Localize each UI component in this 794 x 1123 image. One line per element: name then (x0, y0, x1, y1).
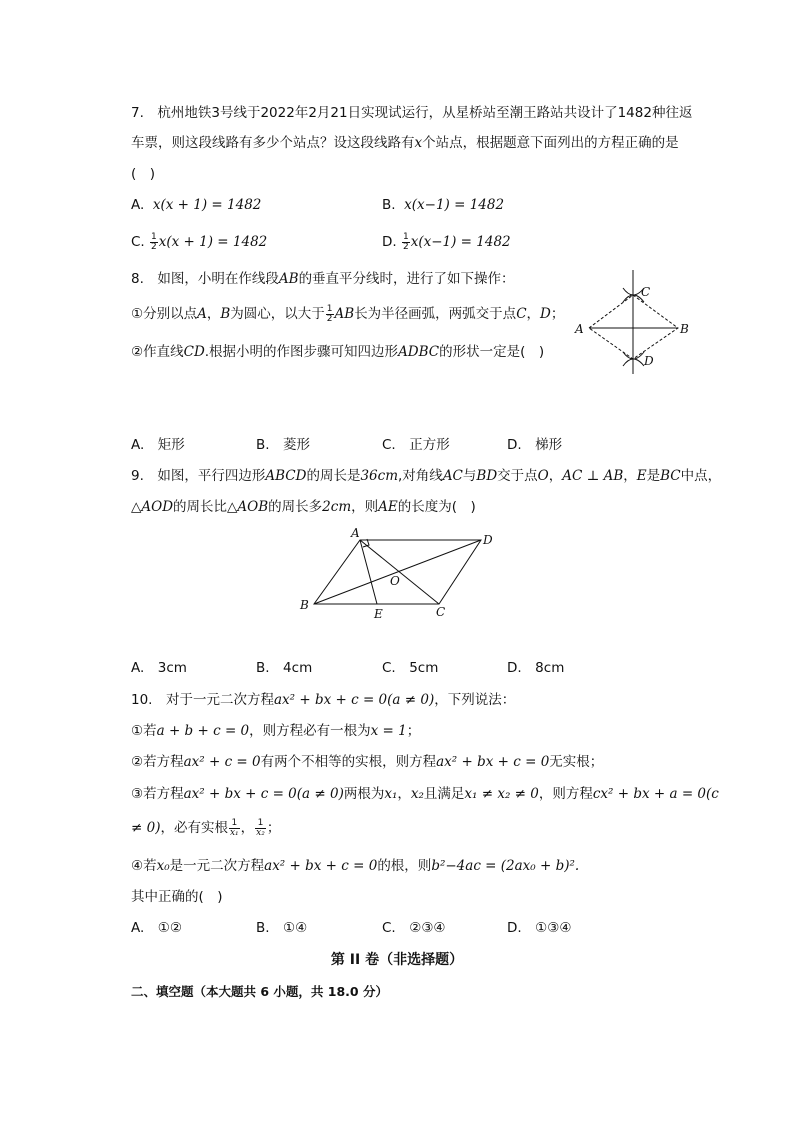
q7-option-a-eq: x(x + 1) = 1482 (152, 197, 262, 213)
q7-option-d-fraction: $\frac{1}{2}$ (402, 231, 409, 252)
q10-statement-4: ④若x₀是一元二次方程ax² + bx + c = 0的根，则b²−4ac = (2ax₀ + b)². (131, 858, 580, 874)
q9-option-b: B. 4cm (256, 660, 313, 676)
q7-var-x: x (414, 135, 423, 151)
q8-figure-rhombus (570, 266, 695, 376)
q10-line1: 10. 对于一元二次方程ax² + bx + c = 0(a ≠ 0)，下列说法： (131, 692, 516, 708)
q10-statement-1: ①若a + b + c = 0，则方程必有一根为x = 1； (131, 723, 421, 739)
q10-fraction-1-x1: $\frac{1}{\text{x₁}}$ (229, 817, 239, 838)
q7-option-a (131, 195, 261, 215)
q7-text-2b: 个站点，根据题意下面列出的方程正确的是 (422, 135, 679, 151)
q10-statement-3: ③若方程ax² + bx + c = 0(a ≠ 0)两根为x₁，x₂且满足x₁ ≠ x₂ ≠ 0，则方程cx² + bx + a = 0(c (131, 786, 719, 802)
q7-option-d (382, 232, 511, 252)
q7-line1: 7. 杭州地铁3号线于2022年2月21日实现试运行，从星桥站至潮王路站共设计了1482种往返 (131, 105, 693, 121)
q7-option-c-eq: x(x + 1) = 1482 (158, 234, 268, 250)
q9-figure-parallelogram (295, 522, 505, 622)
q8-label-b: B (680, 322, 689, 336)
q9-label-c: C (436, 605, 446, 619)
q7-option-b-label: B. (382, 197, 396, 213)
q7-text-2a: 车票，则这段线路有多少个站点？设这段线路有 (131, 135, 415, 151)
q9-segment-ae (360, 540, 377, 604)
q9-diagonal-ac (360, 540, 439, 604)
q10-option-b: B. ①④ (256, 920, 308, 936)
q8-option-d: D. 梯形 (507, 437, 563, 453)
q8-label-a: A (575, 322, 584, 336)
q9-line2: △AOD的周长比△AOB的周长多2cm，则AE的长度为( ) (131, 499, 476, 515)
q7-option-b (382, 195, 504, 215)
q9-line1: 9. 如图，平行四边形ABCD的周长是36cm,对角线AC与BD交于点O，AC ⊥ AB，E是BC中点， (131, 468, 722, 484)
section-title: 第 II 卷（非选择题） (330, 952, 464, 968)
q9-label-e: E (374, 607, 383, 621)
q8-option-b: B. 菱形 (256, 437, 311, 453)
q7-line3: ( ) (131, 166, 156, 182)
q8-half-fraction: $\frac{1}{2}$ (326, 303, 333, 324)
q10-option-a: A. ①② (131, 920, 182, 936)
q9-option-c: C. 5cm (382, 660, 439, 676)
q10-statement-2: ②若方程ax² + c = 0有两个不相等的实根，则方程ax² + bx + c = 0无实根； (131, 754, 604, 770)
q10-option-c: C. ②③④ (382, 920, 446, 936)
q8-line3: ②作直线CD.根据小明的作图步骤可知四边形ADBC的形状一定是( ) (131, 344, 545, 360)
q9-option-d: D. 8cm (507, 660, 565, 676)
q10-fraction-1-x2: $\frac{1}{\text{x₂}}$ (256, 817, 265, 838)
q7-line2 (131, 133, 679, 153)
q7-option-c-label: C. (131, 234, 145, 250)
q10-option-d: D. ①③④ (507, 920, 572, 936)
q9-label-a: A (351, 526, 360, 540)
q9-label-b: B (300, 598, 309, 612)
q8-option-a: A. 矩形 (131, 437, 185, 453)
q10-ask: 其中正确的( ) (131, 889, 223, 905)
q8-line2: ①分别以点A，B为圆心，以大于 $\frac{1}{2}$ AB长为半径画弧，两弧交于点C，D； (131, 303, 565, 324)
q7-option-b-eq: x(x−1) = 1482 (404, 197, 505, 213)
q8-line1: 8. 如图，小明在作线段AB的垂直平分线时，进行了如下操作： (131, 271, 515, 287)
q9-option-a: A. 3cm (131, 660, 187, 676)
q9-label-o: O (390, 574, 400, 588)
q7-option-a-label: A. (131, 197, 145, 213)
q7-option-c (131, 232, 267, 252)
q7-option-d-eq: x(x−1) = 1482 (410, 234, 511, 250)
q8-option-c: C. 正方形 (382, 437, 450, 453)
q7-option-c-fraction: $\frac{1}{2}$ (151, 231, 157, 252)
section-subtitle: 二、填空题（本大题共 6 小题，共 18.0 分） (131, 984, 388, 999)
q7-option-d-label: D. (382, 234, 397, 250)
q8-label-c: C (641, 285, 651, 299)
q8-label-d: D (644, 354, 654, 368)
q10-statement-3-cont: ≠ 0)，必有实根 $\frac{1}{\text{x₁}}$ ， $\frac{1}{\text{x₂}}$ ； (131, 817, 281, 838)
q9-diagonal-bd (314, 540, 481, 604)
q9-label-d: D (483, 533, 493, 547)
